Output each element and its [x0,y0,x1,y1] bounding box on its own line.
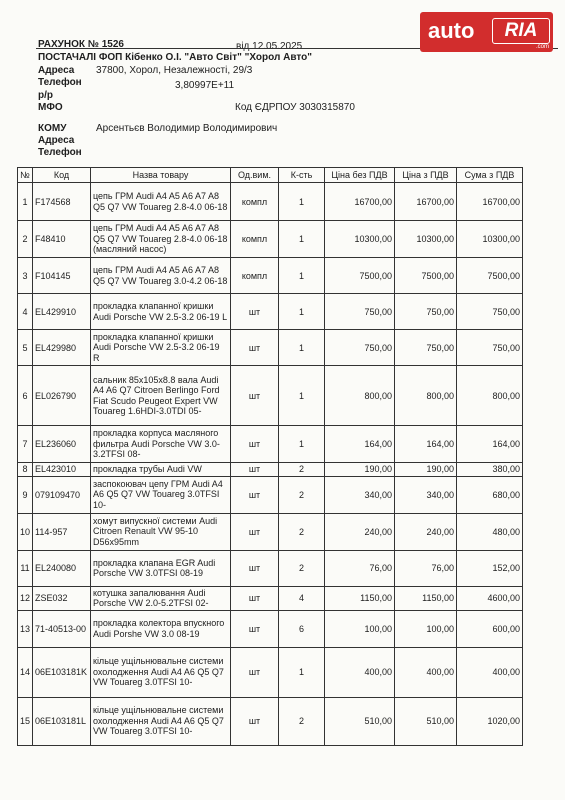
row-code: F104145 [33,258,91,294]
row-code: 06E103181K [33,647,91,697]
row-price: 16700,00 [325,183,395,221]
row-name: кільце ущільнювальне системи охолодження Audi A4 A6 Q5 Q7 VW Touareg 3.0TFSI 10- [91,697,231,745]
row-name: прокладка клапанної кришки Audi Porsche VW 2.5-3.2 06-19 R [91,330,231,366]
row-price: 340,00 [325,476,395,513]
row-name: прокладка клапана EGR Audi Porsche VW 3.0TFSI 08-19 [91,550,231,586]
row-code: 71-40513-00 [33,610,91,647]
row-qty: 1 [279,294,325,330]
row-price: 7500,00 [325,258,395,294]
row-price-vat: 16700,00 [395,183,457,221]
table-row [18,463,523,477]
row-code: 114-957 [33,513,91,550]
logo-auto-text: auto [428,18,475,43]
table-row [18,586,523,610]
row-price-vat: 10300,00 [395,221,457,258]
row-price-vat: 800,00 [395,366,457,426]
recipient-phone-label: Телефон [38,147,82,158]
row-price: 750,00 [325,294,395,330]
row-unit: компл [231,258,279,294]
logo-ria-text: RIA [492,18,550,44]
recipient-name: Арсентьєв Володимир Володимирович [96,123,278,134]
col-header-qty: К-сть [279,168,325,183]
edrpou-code: Код ЄДРПОУ 3030315870 [235,102,355,113]
col-header-code: Код [33,168,91,183]
row-unit: шт [231,463,279,477]
row-price-vat: 510,00 [395,697,457,745]
address-value: 37800, Хорол, Незалежності, 29/3 [96,65,253,76]
row-price-vat: 190,00 [395,463,457,477]
row-qty: 1 [279,647,325,697]
row-unit: шт [231,586,279,610]
table-header-row [18,168,523,183]
row-sum: 4600,00 [457,586,523,610]
row-number: 14 [18,647,33,697]
table-row [18,513,523,550]
invoice-date: від 12.05.2025 [236,41,303,52]
row-sum: 16700,00 [457,183,523,221]
row-name: цепь ГРМ Audi A4 A5 A6 A7 A8 Q5 Q7 VW Touareg 2.8-4.0 06-18 (масляний насос) [91,221,231,258]
row-price: 100,00 [325,610,395,647]
autoria-logo [420,12,553,52]
row-sum: 400,00 [457,647,523,697]
row-qty: 2 [279,697,325,745]
row-number: 10 [18,513,33,550]
row-sum: 750,00 [457,330,523,366]
row-price-vat: 340,00 [395,476,457,513]
row-unit: шт [231,550,279,586]
row-qty: 1 [279,330,325,366]
row-price: 510,00 [325,697,395,745]
row-sum: 750,00 [457,294,523,330]
row-number: 5 [18,330,33,366]
row-number: 7 [18,426,33,463]
row-qty: 2 [279,476,325,513]
table-row [18,258,523,294]
row-price: 10300,00 [325,221,395,258]
row-qty: 1 [279,426,325,463]
row-number: 2 [18,221,33,258]
table-row [18,476,523,513]
address-label: Адреса [38,65,75,76]
row-sum: 7500,00 [457,258,523,294]
row-price-vat: 76,00 [395,550,457,586]
table-row [18,550,523,586]
row-price-vat: 750,00 [395,330,457,366]
row-price-vat: 100,00 [395,610,457,647]
col-header-sum: Сума з ПДВ [457,168,523,183]
phone-label: Телефон [38,77,82,88]
row-number: 4 [18,294,33,330]
col-header-name: Назва товару [91,168,231,183]
row-sum: 480,00 [457,513,523,550]
col-header-price: Ціна без ПДВ [325,168,395,183]
row-code: F48410 [33,221,91,258]
row-qty: 2 [279,550,325,586]
row-sum: 680,00 [457,476,523,513]
row-number: 12 [18,586,33,610]
row-price-vat: 1150,00 [395,586,457,610]
row-number: 3 [18,258,33,294]
table-row [18,330,523,366]
row-name: прокладка клапанної кришки Audi Porsche VW 2.5-3.2 06-19 L [91,294,231,330]
row-unit: компл [231,221,279,258]
row-name: хомут випускної системи Audi Citroen Renault VW 95-10 D56x95mm [91,513,231,550]
row-price: 164,00 [325,426,395,463]
invoice-number: РАХУНОК № 1526 [38,39,124,50]
invoice-table [17,167,523,746]
row-sum: 10300,00 [457,221,523,258]
table-row [18,610,523,647]
row-name: прокладка колектора впускного Audi Porshe VW 3.0 08-19 [91,610,231,647]
row-qty: 2 [279,463,325,477]
row-qty: 2 [279,513,325,550]
row-number: 9 [18,476,33,513]
account-label: р/р [38,90,53,101]
row-code: EL026790 [33,366,91,426]
mfo-label: МФО [38,102,63,113]
row-number: 15 [18,697,33,745]
row-name: цепь ГРМ Audi A4 A5 A6 A7 A8 Q5 Q7 VW Touareg 2.8-4.0 06-18 [91,183,231,221]
row-unit: шт [231,610,279,647]
row-code: 079109470 [33,476,91,513]
row-code: EL423010 [33,463,91,477]
row-price-vat: 7500,00 [395,258,457,294]
row-unit: шт [231,697,279,745]
table-row [18,366,523,426]
table-row [18,183,523,221]
row-sum: 1020,00 [457,697,523,745]
row-price-vat: 750,00 [395,294,457,330]
row-number: 1 [18,183,33,221]
logo-domain-text: .com [535,44,549,50]
row-code: 06E103181L [33,697,91,745]
row-price: 750,00 [325,330,395,366]
row-number: 8 [18,463,33,477]
row-price: 1150,00 [325,586,395,610]
row-code: EL240080 [33,550,91,586]
row-name: кільце ущільнювальне системи охолодження Audi A4 A6 Q5 Q7 VW Touareg 3.0TFSI 10- [91,647,231,697]
row-sum: 600,00 [457,610,523,647]
row-name: прокладка трубы Audi VW [91,463,231,477]
row-qty: 6 [279,610,325,647]
row-name: прокладка корпуса масляного фильтра Audi Porsche VW 3.0-3.2TFSI 08- [91,426,231,463]
row-sum: 164,00 [457,426,523,463]
table-row [18,647,523,697]
row-number: 11 [18,550,33,586]
table-row [18,697,523,745]
table-row [18,221,523,258]
row-unit: шт [231,513,279,550]
row-name: заспокоювач цепу ГРМ Audi A4 A6 Q5 Q7 VW Touareg 3.0TFSI 10- [91,476,231,513]
row-code: EL429980 [33,330,91,366]
row-price-vat: 240,00 [395,513,457,550]
recipient-address-label: Адреса [38,135,75,146]
row-sum: 380,00 [457,463,523,477]
row-qty: 1 [279,258,325,294]
row-unit: компл [231,183,279,221]
row-unit: шт [231,647,279,697]
phone-value: 3,80997E+11 [175,80,235,91]
row-price-vat: 164,00 [395,426,457,463]
col-header-unit: Од.вим. [231,168,279,183]
row-price: 400,00 [325,647,395,697]
row-price-vat: 400,00 [395,647,457,697]
row-name: котушка запалювання Audi Porsche VW 2.0-5.2TFSI 02- [91,586,231,610]
row-price: 190,00 [325,463,395,477]
row-name: сальник 85x105x8.8 вала Audi A4 A6 Q7 Citroen Berlingo Ford Fiat Scudo Peugeot Expert VW Touareg 1.6HDI-3.0TDI 05- [91,366,231,426]
row-code: EL236060 [33,426,91,463]
col-header-number: № [18,168,33,183]
row-qty: 1 [279,366,325,426]
row-name: цепь ГРМ Audi A4 A5 A6 A7 A8 Q5 Q7 VW Touareg 3.0-4.2 06-18 [91,258,231,294]
row-sum: 152,00 [457,550,523,586]
row-unit: шт [231,426,279,463]
row-qty: 4 [279,586,325,610]
table-row [18,426,523,463]
row-unit: шт [231,476,279,513]
row-qty: 1 [279,183,325,221]
row-unit: шт [231,366,279,426]
row-number: 13 [18,610,33,647]
table-row [18,294,523,330]
row-price: 240,00 [325,513,395,550]
row-code: F174568 [33,183,91,221]
row-code: ZSE032 [33,586,91,610]
col-header-price-vat: Ціна з ПДВ [395,168,457,183]
row-sum: 800,00 [457,366,523,426]
supplier-line: ПОСТАЧАЛІ ФОП Кібенко О.І. "Авто Світ" "Хорол Авто" [38,52,312,63]
row-unit: шт [231,294,279,330]
row-price: 800,00 [325,366,395,426]
row-code: EL429910 [33,294,91,330]
row-price: 76,00 [325,550,395,586]
recipient-label: КОМУ [38,123,67,134]
row-number: 6 [18,366,33,426]
row-qty: 1 [279,221,325,258]
row-unit: шт [231,330,279,366]
